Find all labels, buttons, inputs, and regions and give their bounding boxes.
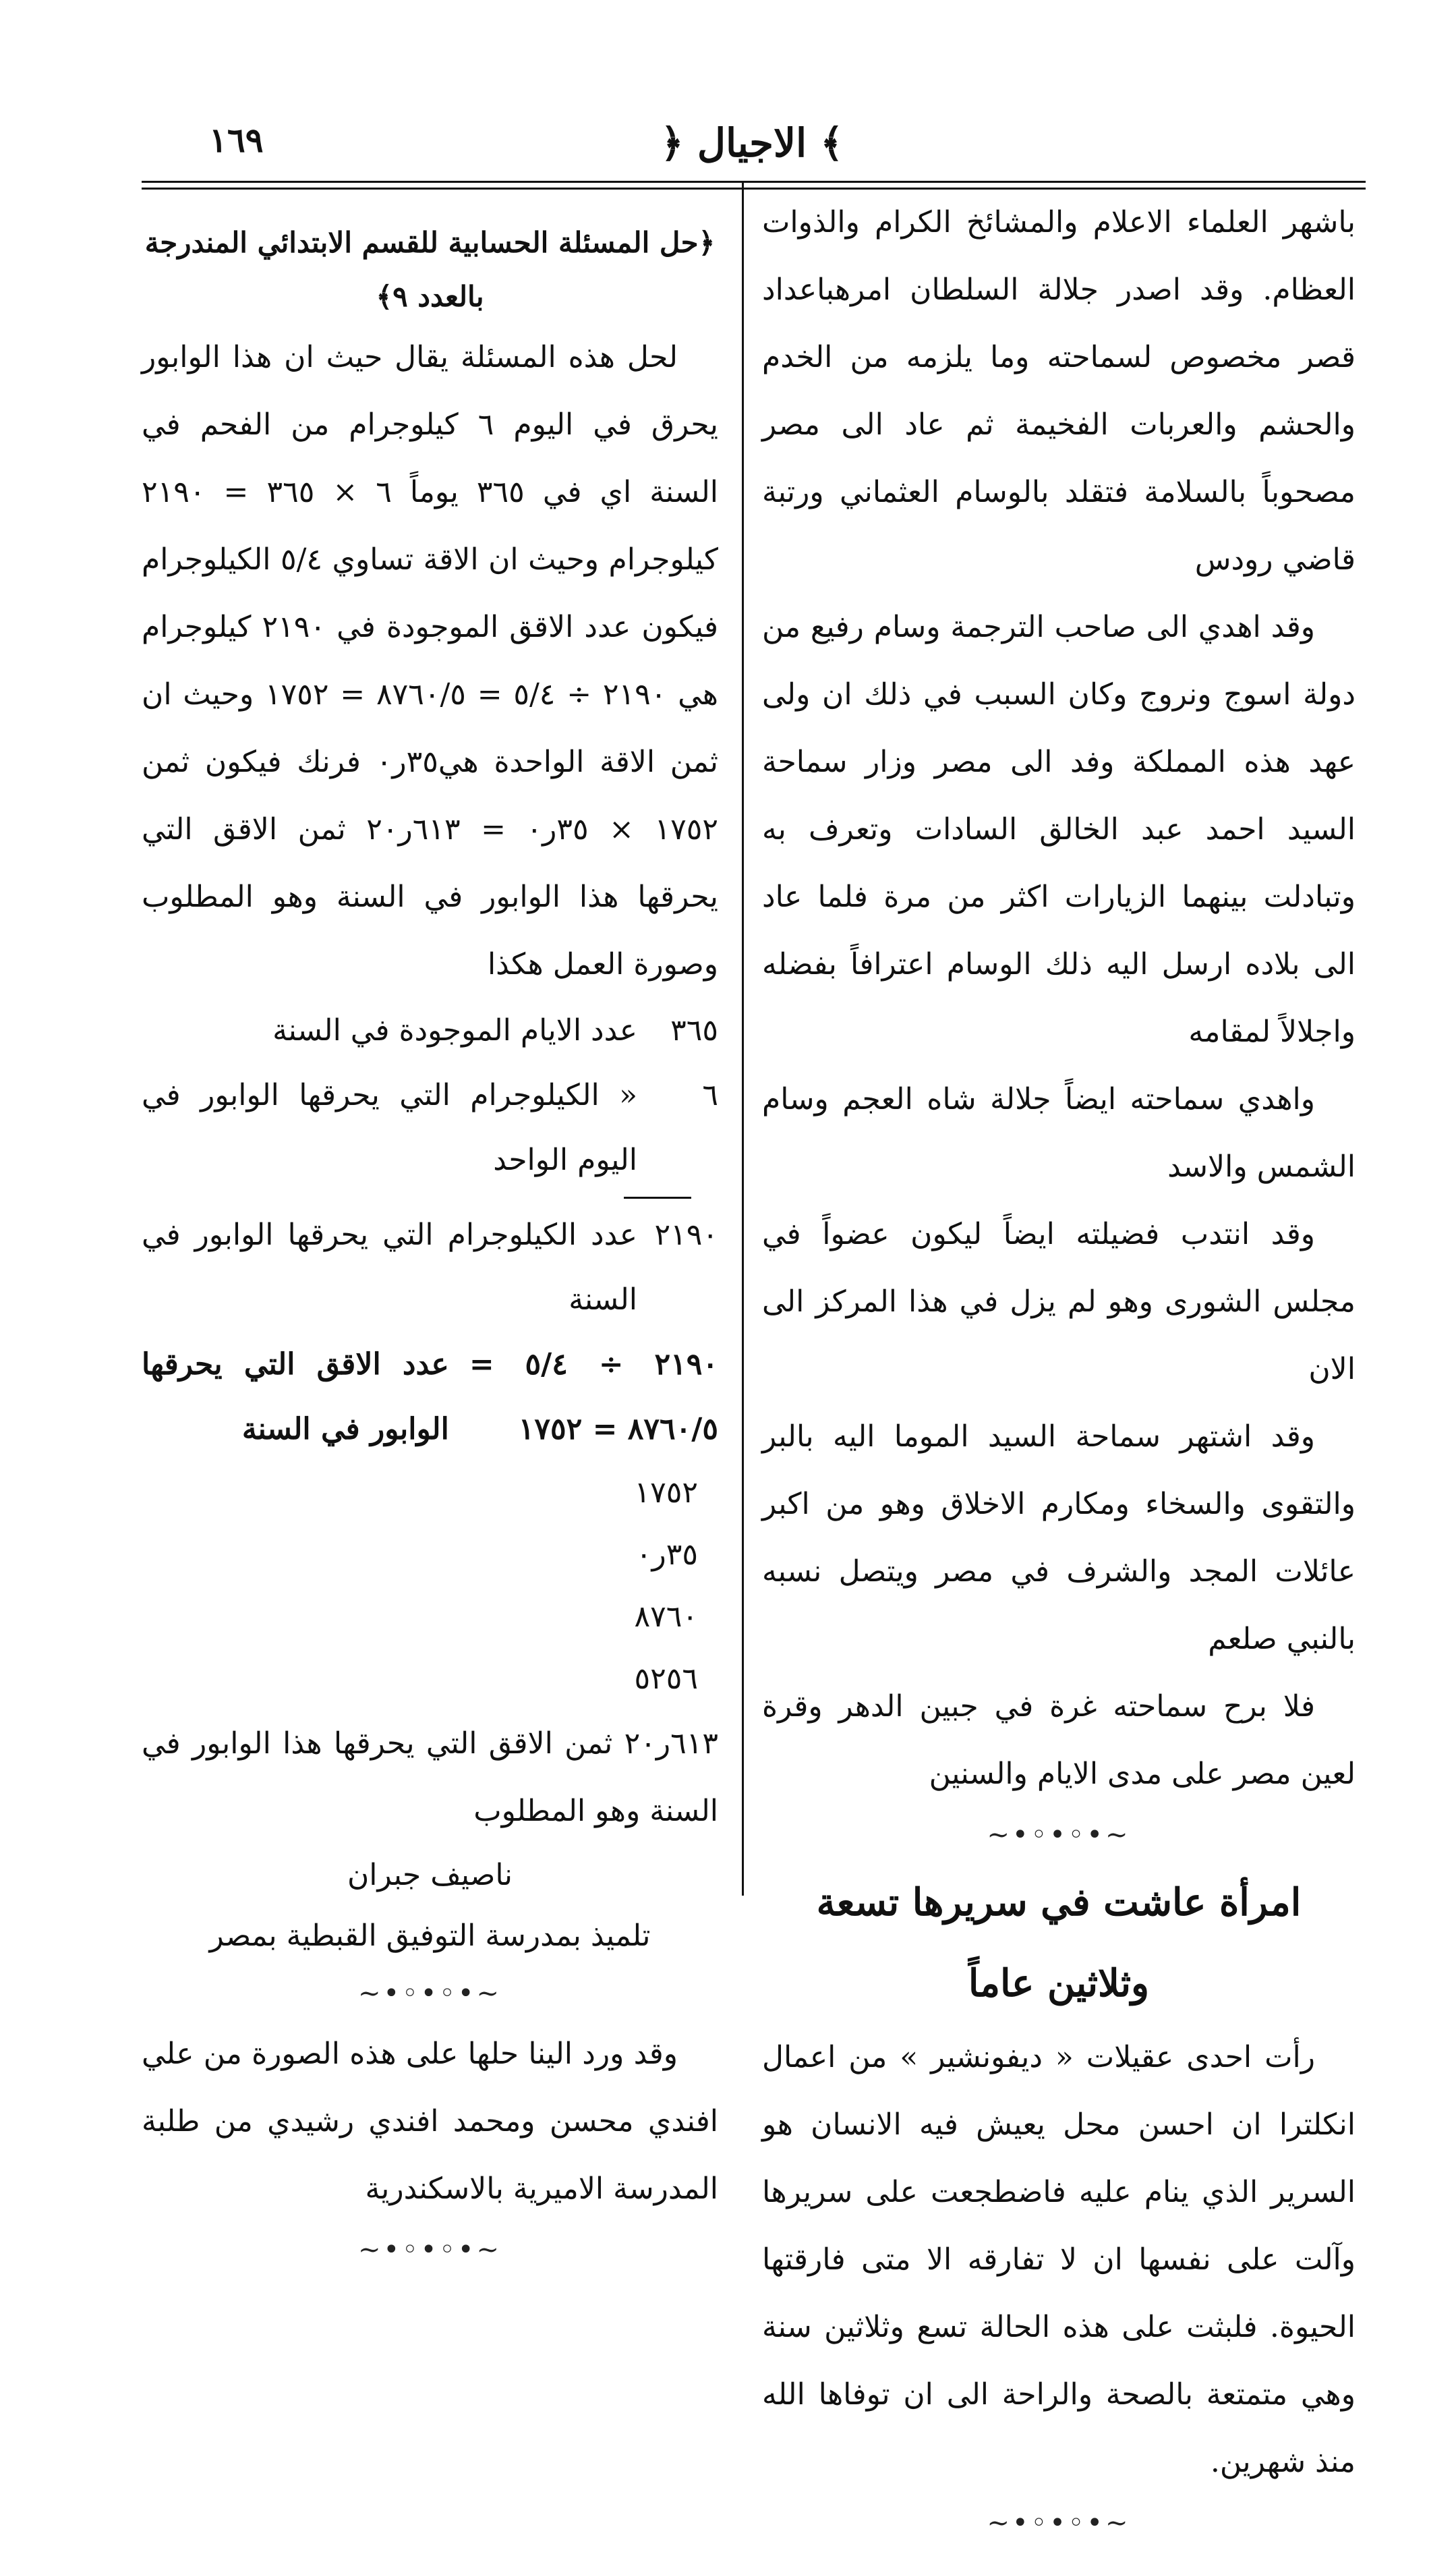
- signature: [142, 1845, 718, 1966]
- calc-row: [142, 1332, 718, 1462]
- right-paragraph-2: وقد اهدي الى صاحب الترجمة وسام رفيع من دولة اسوج ونروج وكان السبب في ذلك ان ولى عهد هذه المملكة وفد الى مصر وزار سماحة السيد احمد عبد الخالق السادات وتعرف به وتبادلت بينهما الزيارات اكثر من مرة فلما عاد الى بلاده ارسل اليه ذلك الوسام اعترافاً بفضله واجلالاً لمقامه: [762, 610, 1356, 1049]
- calc-number: ٣٦٥: [670, 1013, 718, 1048]
- ornament-divider: ~•◦•◦•~: [358, 1978, 502, 2009]
- calc-label: عدد الكيلوجرام التي يحرقها الوابور في السنة: [142, 1218, 637, 1317]
- calc-row: [142, 998, 718, 1063]
- reader-note: وقد ورد الينا حلها على هذه الصورة من علي افندي محسن ومحمد افندي رشيدي من طلبة المدرسة الاميرية بالاسكندرية: [142, 2037, 718, 2206]
- column-divider: [742, 182, 744, 1896]
- multiplication-stack: [142, 1462, 718, 1710]
- stack-number: ٨٧٦٠: [634, 1599, 698, 1634]
- ornament-divider: ~•◦•◦•~: [987, 2508, 1131, 2539]
- calc-rule: [624, 1197, 691, 1199]
- page-number: ١٦٩: [209, 120, 264, 160]
- right-paragraph-1: باشهر العلماء الاعلام والمشائخ الكرام والذوات العظام. وقد اصدر جلالة السلطان امرهباعداد قصر مخصوص لسماحته وما يلزمه من الخدم والحشم والعربات الفخيمة ثم عاد الى مصر مصحوباً بالسلامة فتقلد بالوسام العثماني ورتبة قاضي رودس: [762, 205, 1356, 577]
- calc-row: [142, 1203, 718, 1332]
- signature-role: تلميذ بمدرسة التوفيق القبطية بمصر: [209, 1919, 651, 1953]
- header-rule-top: [142, 181, 1366, 183]
- calc-expression: ٢١٩٠ ÷ ٥/٤ = ٨٧٦٠/٥ = ١٧٥٢: [469, 1347, 718, 1446]
- calc-number: ٢١٩٠: [654, 1218, 718, 1252]
- calc-row: [142, 1063, 718, 1193]
- page-header: [135, 120, 1369, 174]
- calc-label: عدد الايام الموجودة في السنة: [272, 1013, 637, 1048]
- signature-name: ناصيف جبران: [347, 1858, 513, 1892]
- article-body: رأت احدى عقيلات « ديفونشير » من اعمال انكلترا ان احسن محل يعيش فيه الانسان هو السرير الذي ينام عليه فاضطجعت على سريرها وآلت على نفسها ان لا تفارقه الا متى فارقتها الحيوة. فلبثت على هذه الحالة تسع وثلاثين سنة وهي متمتعة بالصحة والراحة الى ان توفاها الله منذ شهرين.: [762, 2040, 1356, 2479]
- calc-number: ٦: [702, 1078, 718, 1112]
- right-paragraph-5: وقد اشتهر سماحة السيد الموما اليه بالبر والتقوى والسخاء ومكارم الاخلاق وهو من اكبر عائلات المجد والشرف في مصر ويتصل نسبه بالنبي صلعم: [762, 1419, 1356, 1656]
- solution-title: ﴿حل المسئلة الحسابية للقسم الابتدائي المندرجة بالعدد ٩﴾: [144, 226, 716, 313]
- journal-title: ﴿ الاجيال ﴾: [660, 120, 844, 166]
- ornament-divider: ~•◦•◦•~: [987, 1819, 1131, 1850]
- solution-text: لحل هذه المسئلة يقال حيث ان هذا الوابور يحرق في اليوم ٦ كيلوجرام من الفحم في السنة اي في ٣٦٥ يوماً ٦ × ٣٦٥ = ٢١٩٠ كيلوجرام وحيث ان الاقة تساوي ٥/٤ الكيلوجرام فيكون عدد الاقق الموجودة في ٢١٩٠ كيلوجرام هي ٢١٩٠ ÷ ٥/٤ = ٨٧٦٠/٥ = ١٧٥٢ وحيث ان ثمن الاقة الواحدة هي٣٥ر٠ فرنك فيكون ثمن ١٧٥٢ × ٣٥ر٠ = ٦١٣ر٢٠ ثمن الاقق التي يحرقها هذا الوابور في السنة وهو المطلوب وصورة العمل هكذا: [142, 340, 719, 982]
- result-text: ٦١٣ر٢٠ ثمن الاقق التي يحرقها هذا الوابور في السنة وهو المطلوب: [142, 1726, 718, 1828]
- stack-number: ٣٥ر٠: [635, 1537, 698, 1572]
- article-heading: امرأة عاشت في سريرها تسعة وثلاثين عاماً: [816, 1880, 1302, 2006]
- right-column: [762, 189, 1356, 2550]
- right-paragraph-3: واهدي سماحته ايضاً جلالة شاه العجم وسام الشمس والاسد: [762, 1082, 1356, 1184]
- stack-number: ١٧٥٢: [634, 1475, 698, 1510]
- calc-label: عدد الاقق التي يحرقها الوابور في السنة: [142, 1347, 449, 1446]
- stack-number: ٥٢٥٦: [634, 1662, 698, 1696]
- left-column: [142, 216, 718, 2277]
- ornament-divider: ~•◦•◦•~: [358, 2234, 502, 2265]
- right-paragraph-6: فلا برح سماحته غرة في جبين الدهر وقرة لعين مصر على مدى الايام والسنين: [762, 1689, 1356, 1791]
- right-paragraph-4: وقد انتدب فضيلته ايضاً ليكون عضواً في مجلس الشورى وهو لم يزل في هذا المركز الى الان: [762, 1217, 1356, 1386]
- calc-label: « الكيلوجرام التي يحرقها الوابور في اليوم الواحد: [142, 1078, 637, 1177]
